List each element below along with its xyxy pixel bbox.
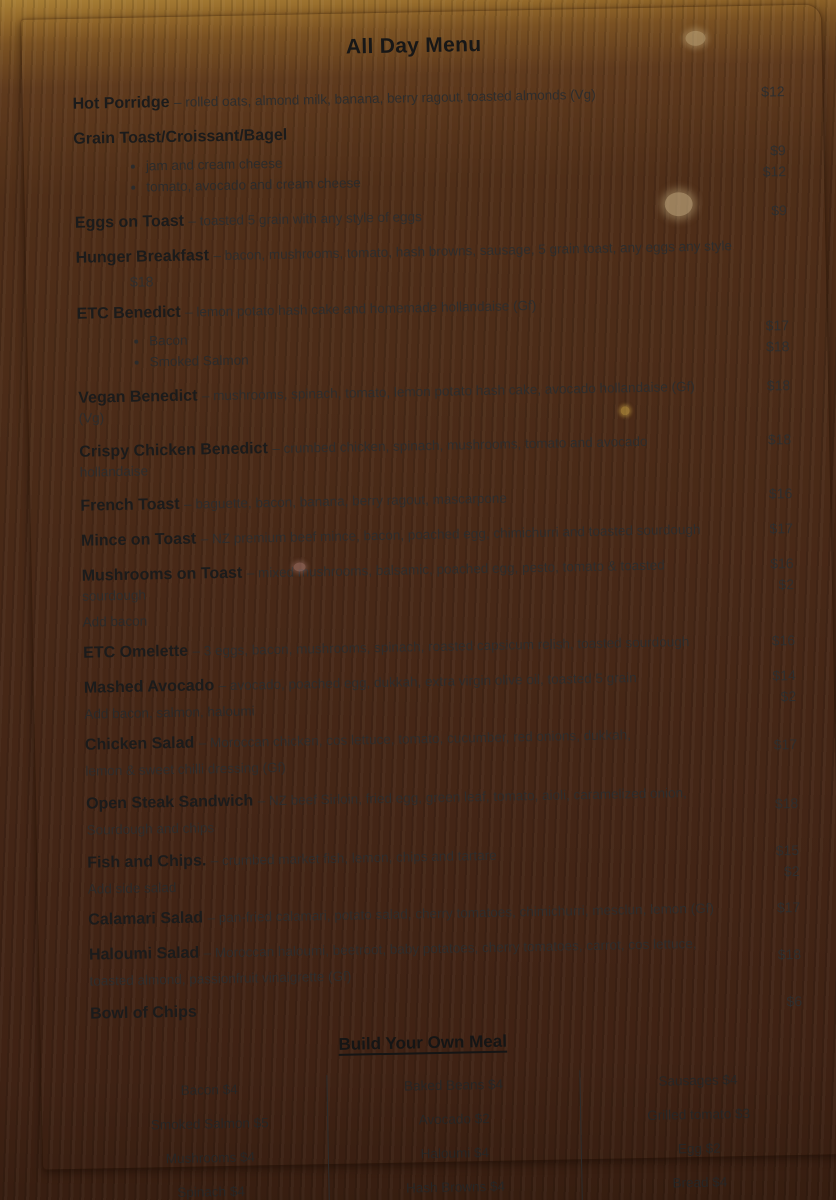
menu-item-option: • tomato, avocado and cream cheese <box>146 167 714 198</box>
menu-item-name: Fish and Chips. <box>87 852 207 872</box>
build-your-own-item: Avocado $2 <box>418 1110 490 1128</box>
menu-item-price: $14 <box>772 667 796 684</box>
menu-item-prices <box>721 518 805 541</box>
menu-item-name: Chicken Salad <box>84 734 195 754</box>
build-your-own-item: Baked Beans $4 <box>403 1076 504 1094</box>
menu-item-text <box>75 235 800 291</box>
menu-item-desc: – crumbed chicken, spinach, mushrooms, tomato and avocado hollandaise <box>79 433 648 480</box>
menu-item-text <box>82 554 723 629</box>
menu-item-name: French Toast <box>80 495 180 515</box>
menu-item-price: $17 <box>776 898 801 916</box>
menu-item-desc: – NZ beef Sirloin, fried egg, green leaf, tomato, aioli, caramelized onion, <box>257 785 687 809</box>
menu-item-price: $2 <box>783 862 800 880</box>
menu-item-prices <box>724 665 809 709</box>
menu-item-price: $17 <box>769 520 794 537</box>
menu-item-price: $2 <box>778 576 795 593</box>
menu-item-prices <box>720 483 804 506</box>
menu-item <box>77 291 802 375</box>
menu-item-name: Hunger Breakfast <box>75 247 210 267</box>
menu-item-desc: – mixed mushrooms, balsamic, poached egg, pesto, tomato & toasted sourdough <box>81 557 665 604</box>
menu-item-prices <box>729 944 813 967</box>
menu-item-addon: Add bacon <box>82 613 148 630</box>
menu-item-text <box>90 992 730 1024</box>
menu-item-prices <box>723 630 807 653</box>
build-your-own-columns <box>91 1066 818 1200</box>
menu-item <box>75 235 800 291</box>
menu-item-price: $6 <box>786 992 803 1010</box>
menu-item-price: $18 <box>774 795 799 812</box>
menu-item-text <box>75 202 715 234</box>
build-your-own-item: Haloumi $4 <box>420 1145 490 1162</box>
menu-item <box>89 932 814 991</box>
menu-item <box>80 483 804 518</box>
menu-item-prices <box>730 991 814 1014</box>
menu-item-prices <box>728 897 812 920</box>
menu-item-line <box>75 202 715 234</box>
menu-item-desc-line2: Sourdough and chips <box>86 820 215 838</box>
menu-item-name: Haloumi Salad <box>88 944 200 964</box>
menu-item-price: $18 <box>765 338 790 355</box>
menu-item-line <box>73 118 713 150</box>
build-your-own-item: Grilled tomato $3 <box>647 1105 751 1123</box>
menu-item-desc: – bacon, mushrooms, tomato, hash browns, sausage, 5 grain toast, any eggs any style <box>213 238 733 264</box>
menu-item-name: Crispy Chicken Benedict <box>79 440 268 461</box>
menu-item-line <box>89 933 729 965</box>
menu-item-price: $18 <box>767 431 792 448</box>
menu-item-text <box>81 519 721 551</box>
menu-item <box>82 553 807 630</box>
menu-item <box>84 665 809 722</box>
menu-item-addon: Add side salad <box>87 879 177 897</box>
menu-item <box>88 897 812 932</box>
menu-item <box>75 200 799 235</box>
menu-item-price: $9 <box>771 202 787 219</box>
menu-item-prices <box>718 375 802 398</box>
menu-item-price: $2 <box>780 688 797 705</box>
menu-item-desc: – lemon potato hash cake and homemade hollandaise (Gf) <box>185 297 537 320</box>
menu-item-text <box>83 631 723 663</box>
menu-item <box>78 375 803 429</box>
menu-item <box>90 991 814 1026</box>
menu-item <box>73 116 798 200</box>
menu-item-name: Mushrooms on Toast <box>81 564 243 585</box>
menu-item-line <box>80 484 720 516</box>
menu-item-desc: – Moroccan chicken, cos lettuce, tomato, cucumber, red onions, dukkah, <box>198 727 632 751</box>
menu-item-desc: – rolled oats, almond milk, banana, berry ragout, toasted almonds (Vg) <box>173 86 596 110</box>
menu-item-text <box>89 933 730 990</box>
menu-item-price: $16 <box>768 485 793 502</box>
build-your-own-section <box>91 1026 819 1200</box>
menu-item-option: • Bacon <box>149 320 717 351</box>
menu-item-desc: – avocado, poached egg, dukkah, extra virgin olive oil, toasted 5 grain <box>218 670 637 694</box>
menu-item-text <box>79 430 720 482</box>
build-your-own-column <box>580 1066 818 1200</box>
menu-item-price: $18 <box>766 377 791 394</box>
menu-title: All Day Menu <box>345 32 482 59</box>
menu-item-name: Hot Porridge <box>72 93 170 113</box>
menu-item-desc: – crumbed market fish, lemon, chips and tartare <box>210 847 497 869</box>
menu-item-name: Mince on Toast <box>80 530 197 550</box>
build-your-own-item: Sausages $4 <box>658 1072 738 1089</box>
menu-item-prices <box>721 553 806 597</box>
menu-item <box>81 518 805 553</box>
build-your-own-item: Bread $4 <box>672 1174 728 1191</box>
build-your-own-item: Hash Browns $4 <box>405 1178 506 1196</box>
menu-item-name: ETC Omelette <box>83 642 189 662</box>
menu-item-name: Mashed Avocado <box>83 677 215 697</box>
menu-item <box>72 81 796 116</box>
menu-item-line <box>78 376 719 428</box>
menu-item-text <box>73 118 714 200</box>
menu-item-name: Vegan Benedict <box>78 387 198 407</box>
menu-item <box>83 630 807 665</box>
menu-item-line <box>82 554 723 606</box>
menu-page <box>21 4 836 1200</box>
menu-item-text <box>80 484 720 516</box>
menu-item-prices <box>715 200 799 223</box>
menu-item-line <box>77 292 717 324</box>
menu-item-prices <box>726 793 810 816</box>
build-your-own-column <box>91 1075 329 1200</box>
menu-item-name: Open Steak Sandwich <box>85 792 254 813</box>
menu-item-options <box>77 320 718 373</box>
menu-item-desc: – 3 eggs, bacon, mushrooms, spinach, roasted capsicum relish, toasted sourdough <box>192 634 690 659</box>
menu-item-name: Grain Toast/Croissant/Bagel <box>73 126 288 148</box>
menu-item-desc: – mushrooms, spinach, tomato, lemon potato hash cake, avocado hollandaise (Gf)(Vg) <box>78 378 695 426</box>
menu-item-desc-line2: lemon & sweet chilli dressing (Gf) <box>85 759 286 779</box>
menu-item-price: $17 <box>773 736 798 753</box>
menu-item-line <box>83 631 723 663</box>
menu-item-price: $15 <box>775 842 800 859</box>
menu-item-price: $16 <box>771 632 796 649</box>
menu-item-option: • Smoked Salmon <box>149 341 717 372</box>
menu-item-prices <box>725 734 809 757</box>
menu-item-text <box>87 841 728 896</box>
menu-item-line <box>72 83 712 115</box>
menu-item-text <box>84 666 725 721</box>
menu-item-line <box>86 782 726 814</box>
menu-item-desc: – baguette, bacon, banana, berry ragout, mascarpone <box>183 490 507 512</box>
menu-item-price: $16 <box>770 555 794 572</box>
menu-item-text <box>72 83 712 115</box>
menu-item-desc: – Moroccan haloumi, beetroot, baby potatoes, cherry tomatoes, carrot, cos lettuce, <box>203 935 697 961</box>
menu-item-name: Eggs on Toast <box>74 212 185 232</box>
build-your-own-item: Mushrooms $4 <box>165 1149 256 1167</box>
menu-item-prices <box>719 429 803 452</box>
menu-item-price-below: $18 <box>129 273 154 290</box>
menu-item-desc: – toasted 5 grain with any style of eggs <box>188 209 422 229</box>
build-your-own-item: Bacon $4 <box>180 1081 238 1098</box>
menu-item-text <box>88 898 728 930</box>
menu-item-option: • jam and cream cheese <box>146 146 714 177</box>
build-your-own-title: Build Your Own Meal <box>338 1031 508 1054</box>
menu-item-price: $12 <box>762 163 787 180</box>
menu-item-price: $17 <box>765 317 790 334</box>
menu-item-line <box>84 666 724 698</box>
menu-item-prices <box>727 840 812 884</box>
menu-item-prices <box>712 81 796 104</box>
menu-item-price: $12 <box>761 83 785 100</box>
menu-item-desc: – pan-fried calamari, potato salad, cherry tomatoes, chimichurri, mesclun, lemon (Gf) <box>207 900 715 926</box>
menu-items <box>72 81 814 1026</box>
menu-item-price: $18 <box>777 945 802 963</box>
menu-item-text <box>86 782 727 839</box>
menu-item-desc-line2: toasted almond, passionfruit vinaigrette (Gf) <box>89 968 352 989</box>
menu-item-line <box>88 898 728 930</box>
menu-item-line <box>81 519 721 551</box>
menu-item-prices <box>713 116 798 184</box>
build-your-own-item: Spinach $4 <box>177 1183 246 1200</box>
menu-item-addon: Add bacon, salmon, haloumi <box>84 703 255 722</box>
menu-item-text <box>78 376 719 428</box>
menu-item-prices <box>716 291 801 359</box>
menu-item-text <box>85 723 726 780</box>
menu-item-name: Bowl of Chips <box>89 1003 197 1023</box>
menu-item-price: $9 <box>769 142 786 159</box>
menu-item-name: ETC Benedict <box>76 303 181 323</box>
menu-item-options <box>74 146 715 199</box>
menu-item-line <box>87 841 727 873</box>
menu-item <box>86 781 811 840</box>
menu-item <box>87 840 812 897</box>
menu-item-name: Calamari Salad <box>88 909 204 929</box>
menu-item <box>79 429 804 483</box>
menu-item-text <box>77 292 718 374</box>
menu-item-line <box>79 430 720 482</box>
menu-item-line <box>85 723 725 755</box>
build-your-own-item: Egg $2 <box>677 1140 721 1157</box>
menu-item <box>85 722 810 781</box>
build-your-own-column <box>326 1070 583 1200</box>
menu-item-line <box>90 992 730 1024</box>
build-your-own-item: Smoked Salmon $5 <box>150 1115 269 1133</box>
menu-item-desc: – NZ premium beef mince, bacon, poached egg, chimichurri and toasted sourdough <box>200 521 701 547</box>
